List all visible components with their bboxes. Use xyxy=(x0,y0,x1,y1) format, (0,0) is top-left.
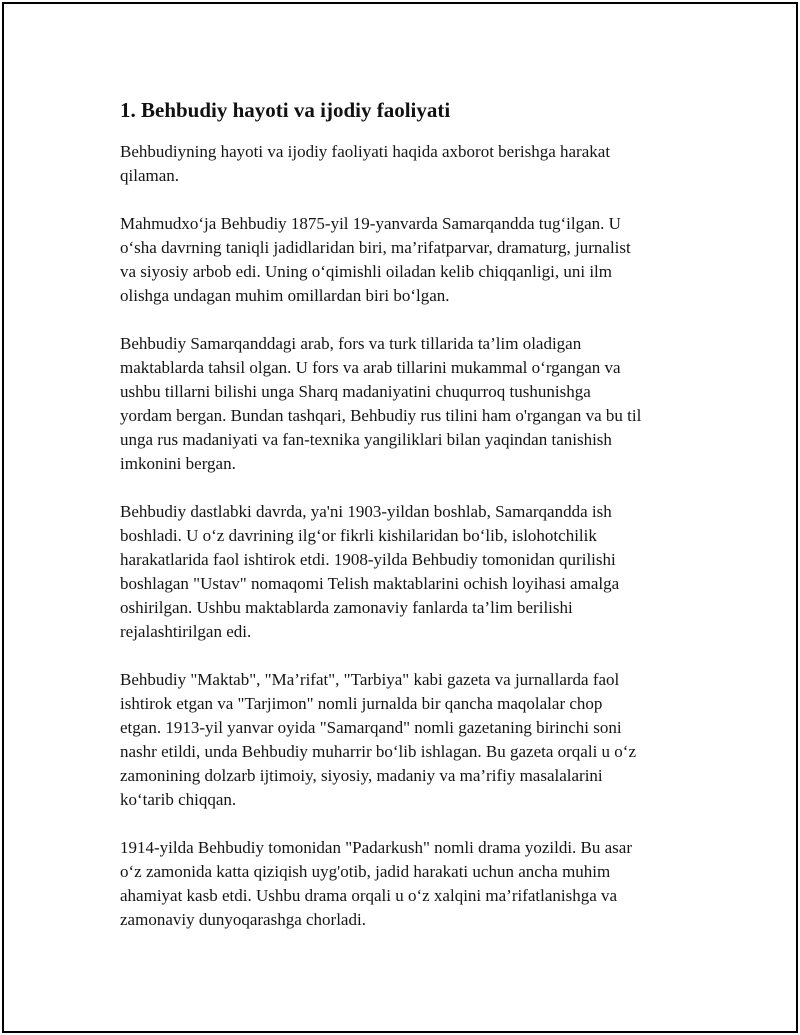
document-title: 1. Behbudiy hayoti va ijodiy faoliyati xyxy=(120,98,451,122)
paragraph-drama: 1914-yilda Behbudiy tomonidan "Padarkush" nomli drama yozildi. Bu asar o‘z zamonida katta qiziqish uyg'otib, jadid harakati uchun ancha muhim ahamiyat kasb etdi. Ushbu drama orqali u o‘z xalqini ma’rifatlanishga va zamonaviy dunyoqarashga chorladi. xyxy=(120,838,632,929)
paragraph-birth: Mahmudxo‘ja Behbudiy 1875-yil 19-yanvarda Samarqandda tug‘ilgan. U o‘sha davrning taniqli jadidlaridan biri, ma’rifatparvar, dramaturg, jurnalist va siyosiy arbob edi. Uning o‘qimishli oiladan kelib chiqqanligi, uni ilm olishga undagan muhim omillardan biri bo‘lgan. xyxy=(120,214,631,305)
paragraph-early-work: Behbudiy dastlabki davrda, ya'ni 1903-yildan boshlab, Samarqandda ish boshladi. U o‘z davrining ilg‘or fikrli kishilaridan bo‘lib, islohotchilik harakatlarida faol ishtirok etdi. 1908-yilda Behbudiy tomonidan qurilishi boshlagan "Ustav" nomaqomi Telish maktablarini ochish loyihasi amalga oshirilgan. Ushbu maktablarda zamonaviy fanlarda ta’lim berilishi rejalashtirilgan edi. xyxy=(120,502,620,641)
document-page xyxy=(2,2,798,1033)
paragraph-education: Behbudiy Samarqanddagi arab, fors va turk tillarida ta’lim oladigan maktablarda tahsil olgan. U fors va arab tillarini mukammal o‘rgangan va ushbu tillarni bilishi unga Sharq madaniyatini chuqurroq tushunishga yordam bergan. Bundan tashqari, Behbudiy rus tilini ham o'rgangan va bu til unga rus madaniyati va fan-texnika yangiliklari bilan yaqindan tanishish imkonini bergan. xyxy=(120,334,642,473)
paragraph-journalism: Behbudiy "Maktab", "Ma’rifat", "Tarbiya" kabi gazeta va jurnallarda faol ishtirok etgan va "Tarjimon" nomli jurnalda bir qancha maqolalar chop etgan. 1913-yil yanvar oyida "Samarqand" nomli gazetaning birinchi soni nashr etildi, unda Behbudiy muharrir bo‘lib ishlagan. Bu gazeta orqali u o‘z zamonining dolzarb ijtimoiy, siyosiy, madaniy va ma’rifiy masalalarini ko‘tarib chiqqan. xyxy=(120,670,637,809)
document-content xyxy=(120,96,700,956)
paragraph-intro: Behbudiyning hayoti va ijodiy faoliyati haqida axborot berishga harakat qilaman. xyxy=(120,142,611,185)
